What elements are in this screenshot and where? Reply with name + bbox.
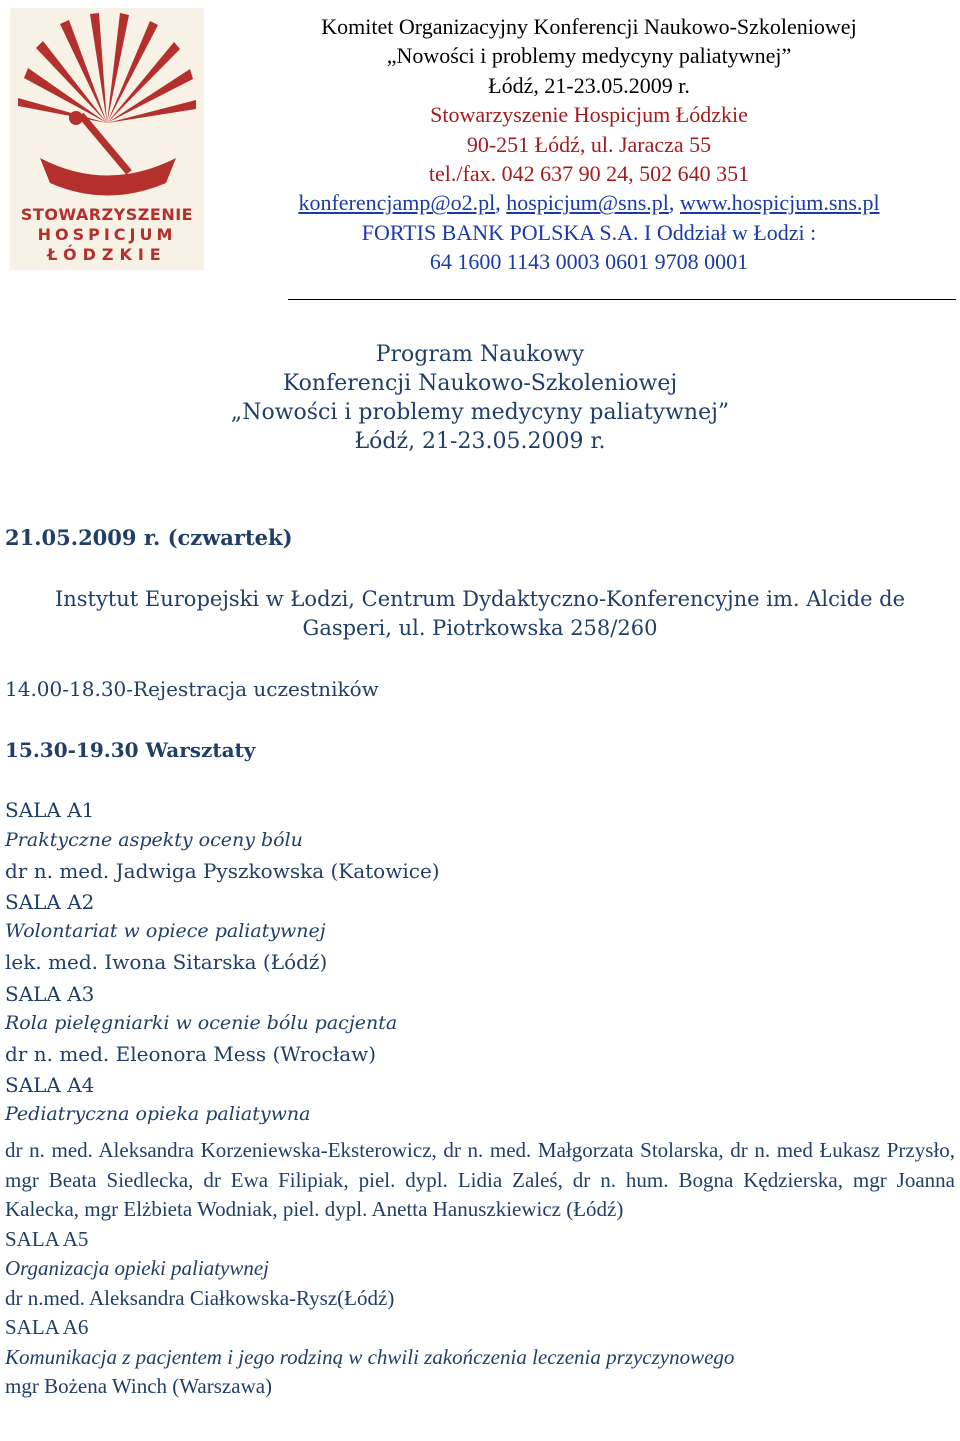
header-divider <box>288 299 956 300</box>
session-room: SALA A3 <box>5 982 95 1006</box>
session-speakers: dr n. med. Eleonora Mess (Wrocław) <box>5 1042 377 1066</box>
session-topic: Rola pielęgniarki w ocenie bólu pacjenta <box>5 1012 398 1034</box>
logo-text-line1: STOWARZYSZENIE <box>20 205 194 224</box>
venue-line1: Instytut Europejski w Łodzi, Centrum Dydaktyczno-Konferencyjne im. Alcide de <box>54 587 906 611</box>
session-topic: Organizacja opieki paliatywnej <box>5 1256 270 1280</box>
session-topic: Wolontariat w opiece paliatywnej <box>5 920 326 942</box>
program-title: Program Naukowy <box>375 342 585 367</box>
venue <box>0 585 960 643</box>
logo-text-line3: ŁÓDZKIE <box>47 245 167 264</box>
session-topic: Pediatryczna opieka paliatywna <box>5 1103 311 1125</box>
session-room: SALA A1 <box>5 798 95 822</box>
association-name: Stowarzyszenie Hospicjum Łódzkie <box>430 102 748 128</box>
logo-graphic <box>10 8 204 270</box>
bank-info <box>222 218 956 247</box>
session-room: SALA A4 <box>5 1073 95 1097</box>
session-speakers: dr n. med. Jadwiga Pyszkowska (Katowice) <box>5 859 440 883</box>
association-address: 90-251 Łódź, ul. Jaracza 55 <box>466 131 712 157</box>
contact-links <box>222 188 956 217</box>
email-link-hospice[interactable]: hospicjum@sns.pl <box>506 190 669 216</box>
conference-date: Łódź, 21-23.05.2009 r. <box>488 72 690 98</box>
session-room: SALA A6 <box>5 1315 89 1339</box>
session-topic: Komunikacja z pacjentem i jego rodziną w chwili zakończenia leczenia przyczynowego <box>5 1344 735 1369</box>
day-date: 21.05.2009 r. (czwartek) <box>5 525 293 550</box>
session-room: SALA A5 <box>5 1226 89 1251</box>
bank-name: FORTIS BANK POLSKA S.A. <box>361 219 639 245</box>
program-heading <box>0 340 960 456</box>
registration-time: 14.00-18.30-Rejestracja uczestników <box>5 677 379 701</box>
program-date: Łódź, 21-23.05.2009 r. <box>354 429 606 454</box>
program-conference: Konferencji Naukowo-Szkoleniowej <box>282 371 678 396</box>
logo-text-line2: HOSPICJUM <box>37 225 177 244</box>
email-link-conference[interactable]: konferencjamp@o2.pl <box>298 190 496 216</box>
conference-name: „Nowości i problemy medycyny paliatywnej” <box>386 43 792 69</box>
bank-branch: I Oddział w Łodzi : <box>638 219 817 245</box>
program-theme: „Nowości i problemy medycyny paliatywnej” <box>230 400 730 425</box>
session-speakers: mgr Bożena Winch (Warszawa) <box>5 1374 273 1398</box>
venue-line2: Gasperi, ul. Piotrkowska 258/260 <box>302 616 658 640</box>
separator: , <box>668 190 680 216</box>
committee-title: Komitet Organizacyjny Konferencji Naukowo-Szkoleniowej <box>321 14 857 39</box>
organization-logo <box>10 8 204 270</box>
session-speakers: dr n. med. Aleksandra Korzeniewska-Eksterowicz, dr n. med. Małgorzata Stolarska, dr n. med Łukasz Przysło, mgr Beata Siedlecka, dr Ewa Filipiak, piel. dypl. Lidia Zaleś, dr n. hum. Bogna Kędzierska, mgr Joanna Kalecka, mgr Elżbieta Wodniak, piel. dypl. Anetta Hanuszkiewicz (Łódź) <box>5 1138 955 1221</box>
website-link[interactable]: www.hospicjum.sns.pl <box>679 190 880 216</box>
separator: , <box>495 190 507 216</box>
association-phone: tel./fax. 042 637 90 24, 502 640 351 <box>428 161 750 187</box>
session-list-continued <box>5 1136 955 1402</box>
letterhead <box>222 12 956 277</box>
workshops-time: 15.30-19.30 Warsztaty <box>5 738 256 762</box>
session-room: SALA A2 <box>5 890 95 914</box>
session-speakers: lek. med. Iwona Sitarska (Łódź) <box>5 950 328 974</box>
session-topic: Praktyczne aspekty oceny bólu <box>5 829 303 851</box>
bank-account: 64 1600 1143 0003 0601 9708 0001 <box>429 249 749 275</box>
session-speakers: dr n.med. Aleksandra Ciałkowska-Rysz(Łódź) <box>5 1285 395 1310</box>
